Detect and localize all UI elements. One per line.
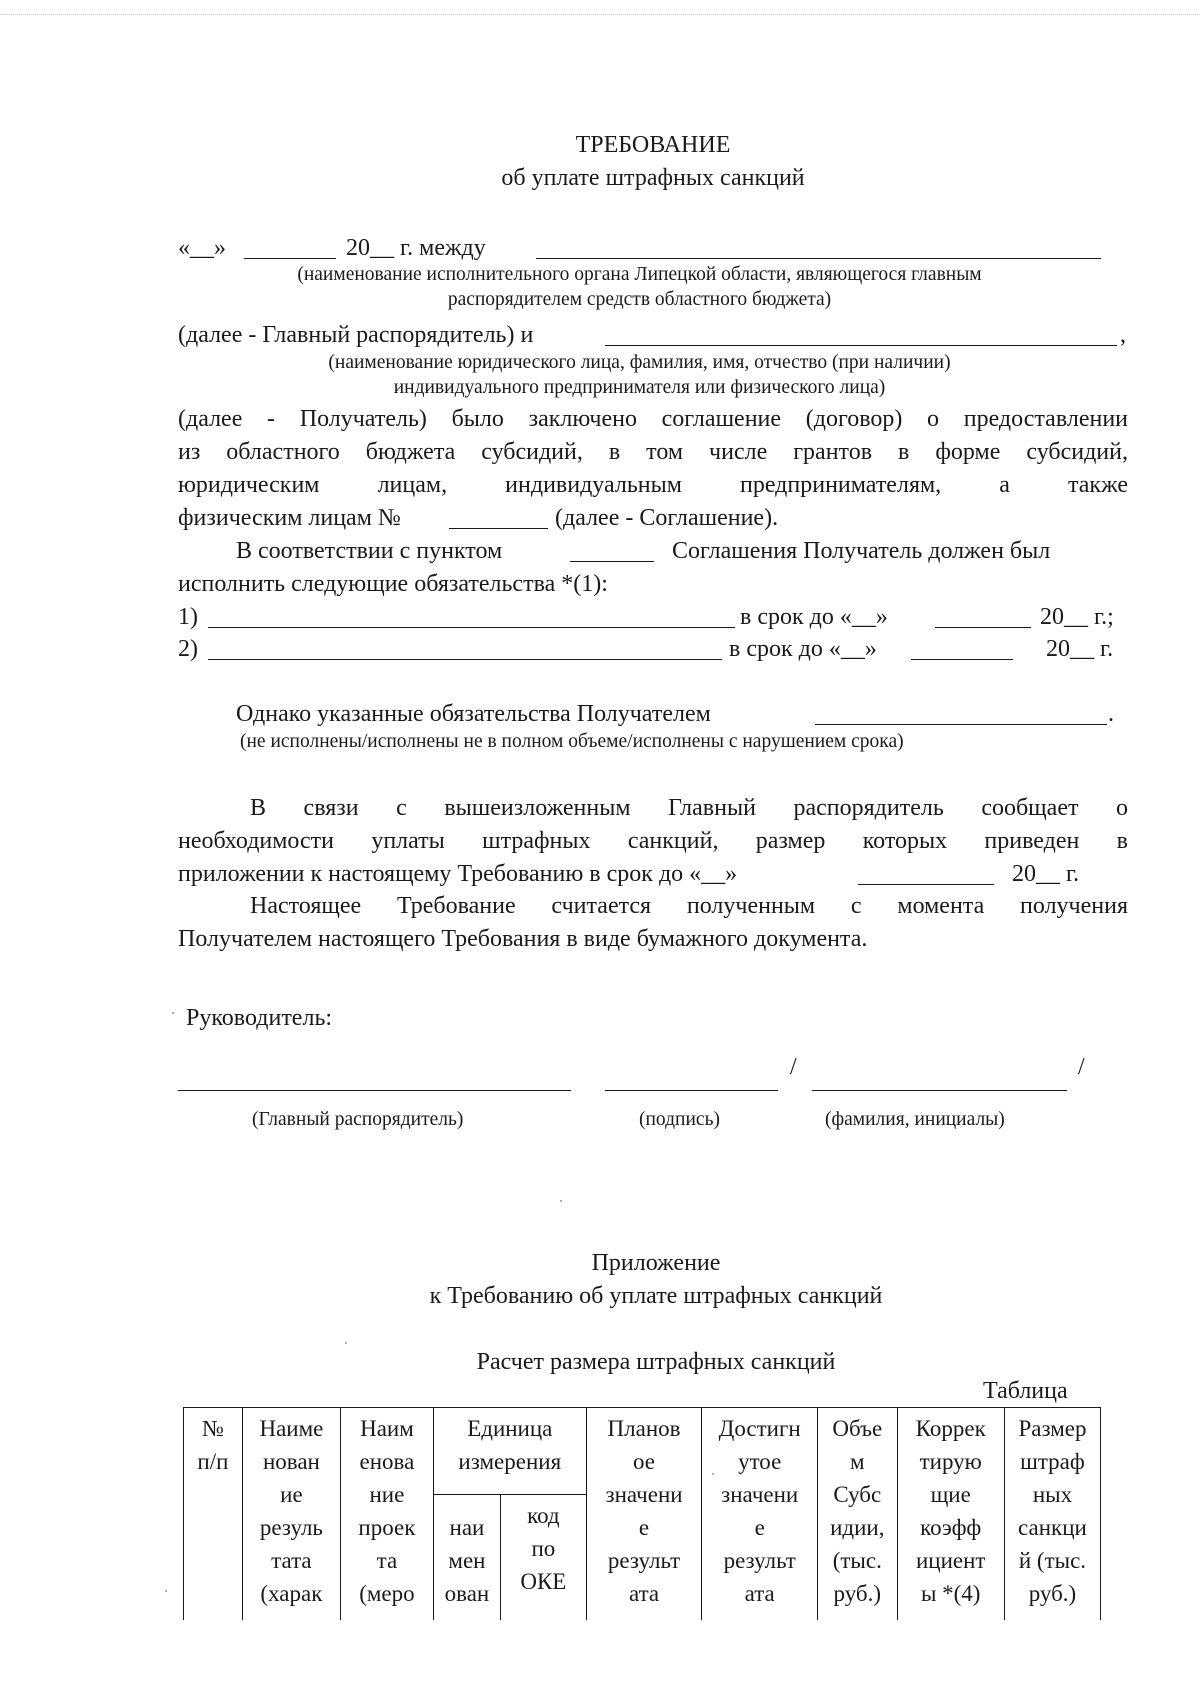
obligation-2-deadline: в срок до «__» xyxy=(729,636,877,662)
authority-note-b: распорядителем средств областного бюджета) xyxy=(447,289,832,310)
line2-comma: , xyxy=(1120,322,1126,348)
authority-note-a: (наименование исполнительного органа Липецкой области, являющегося главным xyxy=(297,264,982,285)
year-between: 20__ г. между xyxy=(346,235,486,261)
recipient-note-b: индивидуального предпринимателя или физического лица) xyxy=(393,377,886,398)
date-open: «__» xyxy=(178,235,226,261)
header-result-name: Наиме нован ие резуль тата (харак xyxy=(242,1408,340,1621)
signature-line-name xyxy=(812,1090,1067,1091)
para4-line2: необходимости уплаты штрафных санкций, размер которых приведен в xyxy=(178,828,1128,854)
header-unit-name: наи мен ован xyxy=(433,1495,500,1621)
appendix-subtitle: к Требованию об уплате штрафных санкций xyxy=(429,1283,883,1309)
para3-text: Однако указанные обязательства Получателем xyxy=(236,701,711,727)
scan-edge-line xyxy=(0,14,1200,15)
header-num: № п/п xyxy=(184,1408,243,1621)
recipient-note-a: (наименование юридического лица, фамилия, имя, отчество (при наличии) xyxy=(328,352,951,373)
para3-period: . xyxy=(1108,701,1114,727)
signature-line-authority xyxy=(178,1090,571,1091)
para1-line3: юридическим лицам, индивидуальным предпринимателям, а также xyxy=(178,472,1128,498)
para5-line1: Настоящее Требование считается полученным с момента получения xyxy=(250,893,1128,919)
signature-caption-authority: (Главный распорядитель) xyxy=(252,1109,464,1130)
agreement-number-blank xyxy=(449,528,548,529)
status-blank xyxy=(815,724,1107,725)
payment-month-blank xyxy=(858,884,994,885)
para1-line4-b: (далее - Соглашение). xyxy=(555,505,779,531)
scan-speck xyxy=(560,1200,562,1202)
recipient-blank xyxy=(605,345,1117,346)
para4-line3-b: 20__ г. xyxy=(1012,861,1080,887)
obligation-2-num: 2) xyxy=(178,636,198,662)
signature-head: Руководитель: xyxy=(186,1005,333,1031)
obligation-2-year: 20__ г. xyxy=(1046,636,1114,662)
authority-blank xyxy=(536,258,1101,259)
fines-table xyxy=(183,1407,1101,1620)
obligation-1-month-blank xyxy=(935,627,1031,628)
document-title: ТРЕБОВАНИЕ xyxy=(575,132,731,158)
obligation-2-month-blank xyxy=(911,659,1013,660)
scan-speck xyxy=(165,1590,167,1592)
obligation-1-num: 1) xyxy=(178,604,198,630)
signature-slash-2: / xyxy=(1078,1054,1085,1080)
para4-line3-a: приложении к настоящему Требованию в срок до «__» xyxy=(178,861,738,887)
para2-line2: исполнить следующие обязательства *(1): xyxy=(178,571,608,597)
status-note: (не исполнены/исполнены не в полном объеме/исполнены с нарушением срока) xyxy=(240,731,904,752)
header-unit: Единица измерения xyxy=(433,1408,586,1495)
obligation-1-year: 20__ г.; xyxy=(1040,604,1114,630)
signature-caption-sign: (подпись) xyxy=(639,1109,720,1130)
calc-title: Расчет размера штрафных санкций xyxy=(476,1349,836,1375)
scan-speck xyxy=(712,1473,714,1475)
signature-line-sign xyxy=(605,1090,778,1091)
scan-speck xyxy=(172,1012,174,1014)
header-planned: Планов ое значени е результ ата xyxy=(586,1408,702,1621)
signature-slash-1: / xyxy=(790,1054,797,1080)
para1-line2: из областного бюджета субсидий, в том числе грантов в форме субсидий, xyxy=(178,439,1128,465)
header-subsidy: Объе м Субс идии, (тыс. руб.) xyxy=(818,1408,898,1621)
para2-line1-b: Соглашения Получатель должен был xyxy=(672,538,1051,564)
document-subtitle: об уплате штрафных санкций xyxy=(501,165,805,191)
header-project-name: Наим енова ние проек та (меро xyxy=(340,1408,433,1621)
para1-line4-a: физическим лицам № xyxy=(178,505,401,531)
appendix-title: Приложение xyxy=(591,1250,721,1276)
header-achieved: Достигн утое значени е результ ата xyxy=(702,1408,818,1621)
para2-line1-a: В соответствии с пунктом xyxy=(236,538,503,564)
header-fine-amount: Размер штраф ных санкци й (тыс. руб.) xyxy=(1004,1408,1100,1621)
clause-blank xyxy=(570,561,654,562)
obligation-1-deadline: в срок до «__» xyxy=(740,604,888,630)
table-label: Таблица xyxy=(983,1378,1068,1404)
obligation-2-blank xyxy=(208,659,722,660)
para4-line1: В связи с вышеизложенным Главный распорядитель сообщает о xyxy=(250,795,1128,821)
signature-caption-name: (фамилия, инициалы) xyxy=(825,1109,1005,1130)
line2-text: (далее - Главный распорядитель) и xyxy=(178,322,534,348)
month-blank xyxy=(244,258,336,259)
para5-line2: Получателем настоящего Требования в виде бумажного документа. xyxy=(178,926,868,952)
header-coefficients: Коррек тирую щие коэфф ициент ы *(4) xyxy=(897,1408,1004,1621)
table-header-row-1 xyxy=(184,1408,1101,1495)
para1-line1: (далее - Получатель) было заключено соглашение (договор) о предоставлении xyxy=(178,406,1128,432)
header-unit-code: код по ОКЕ xyxy=(501,1495,587,1621)
obligation-1-blank xyxy=(208,627,735,628)
scan-speck xyxy=(345,1342,347,1344)
